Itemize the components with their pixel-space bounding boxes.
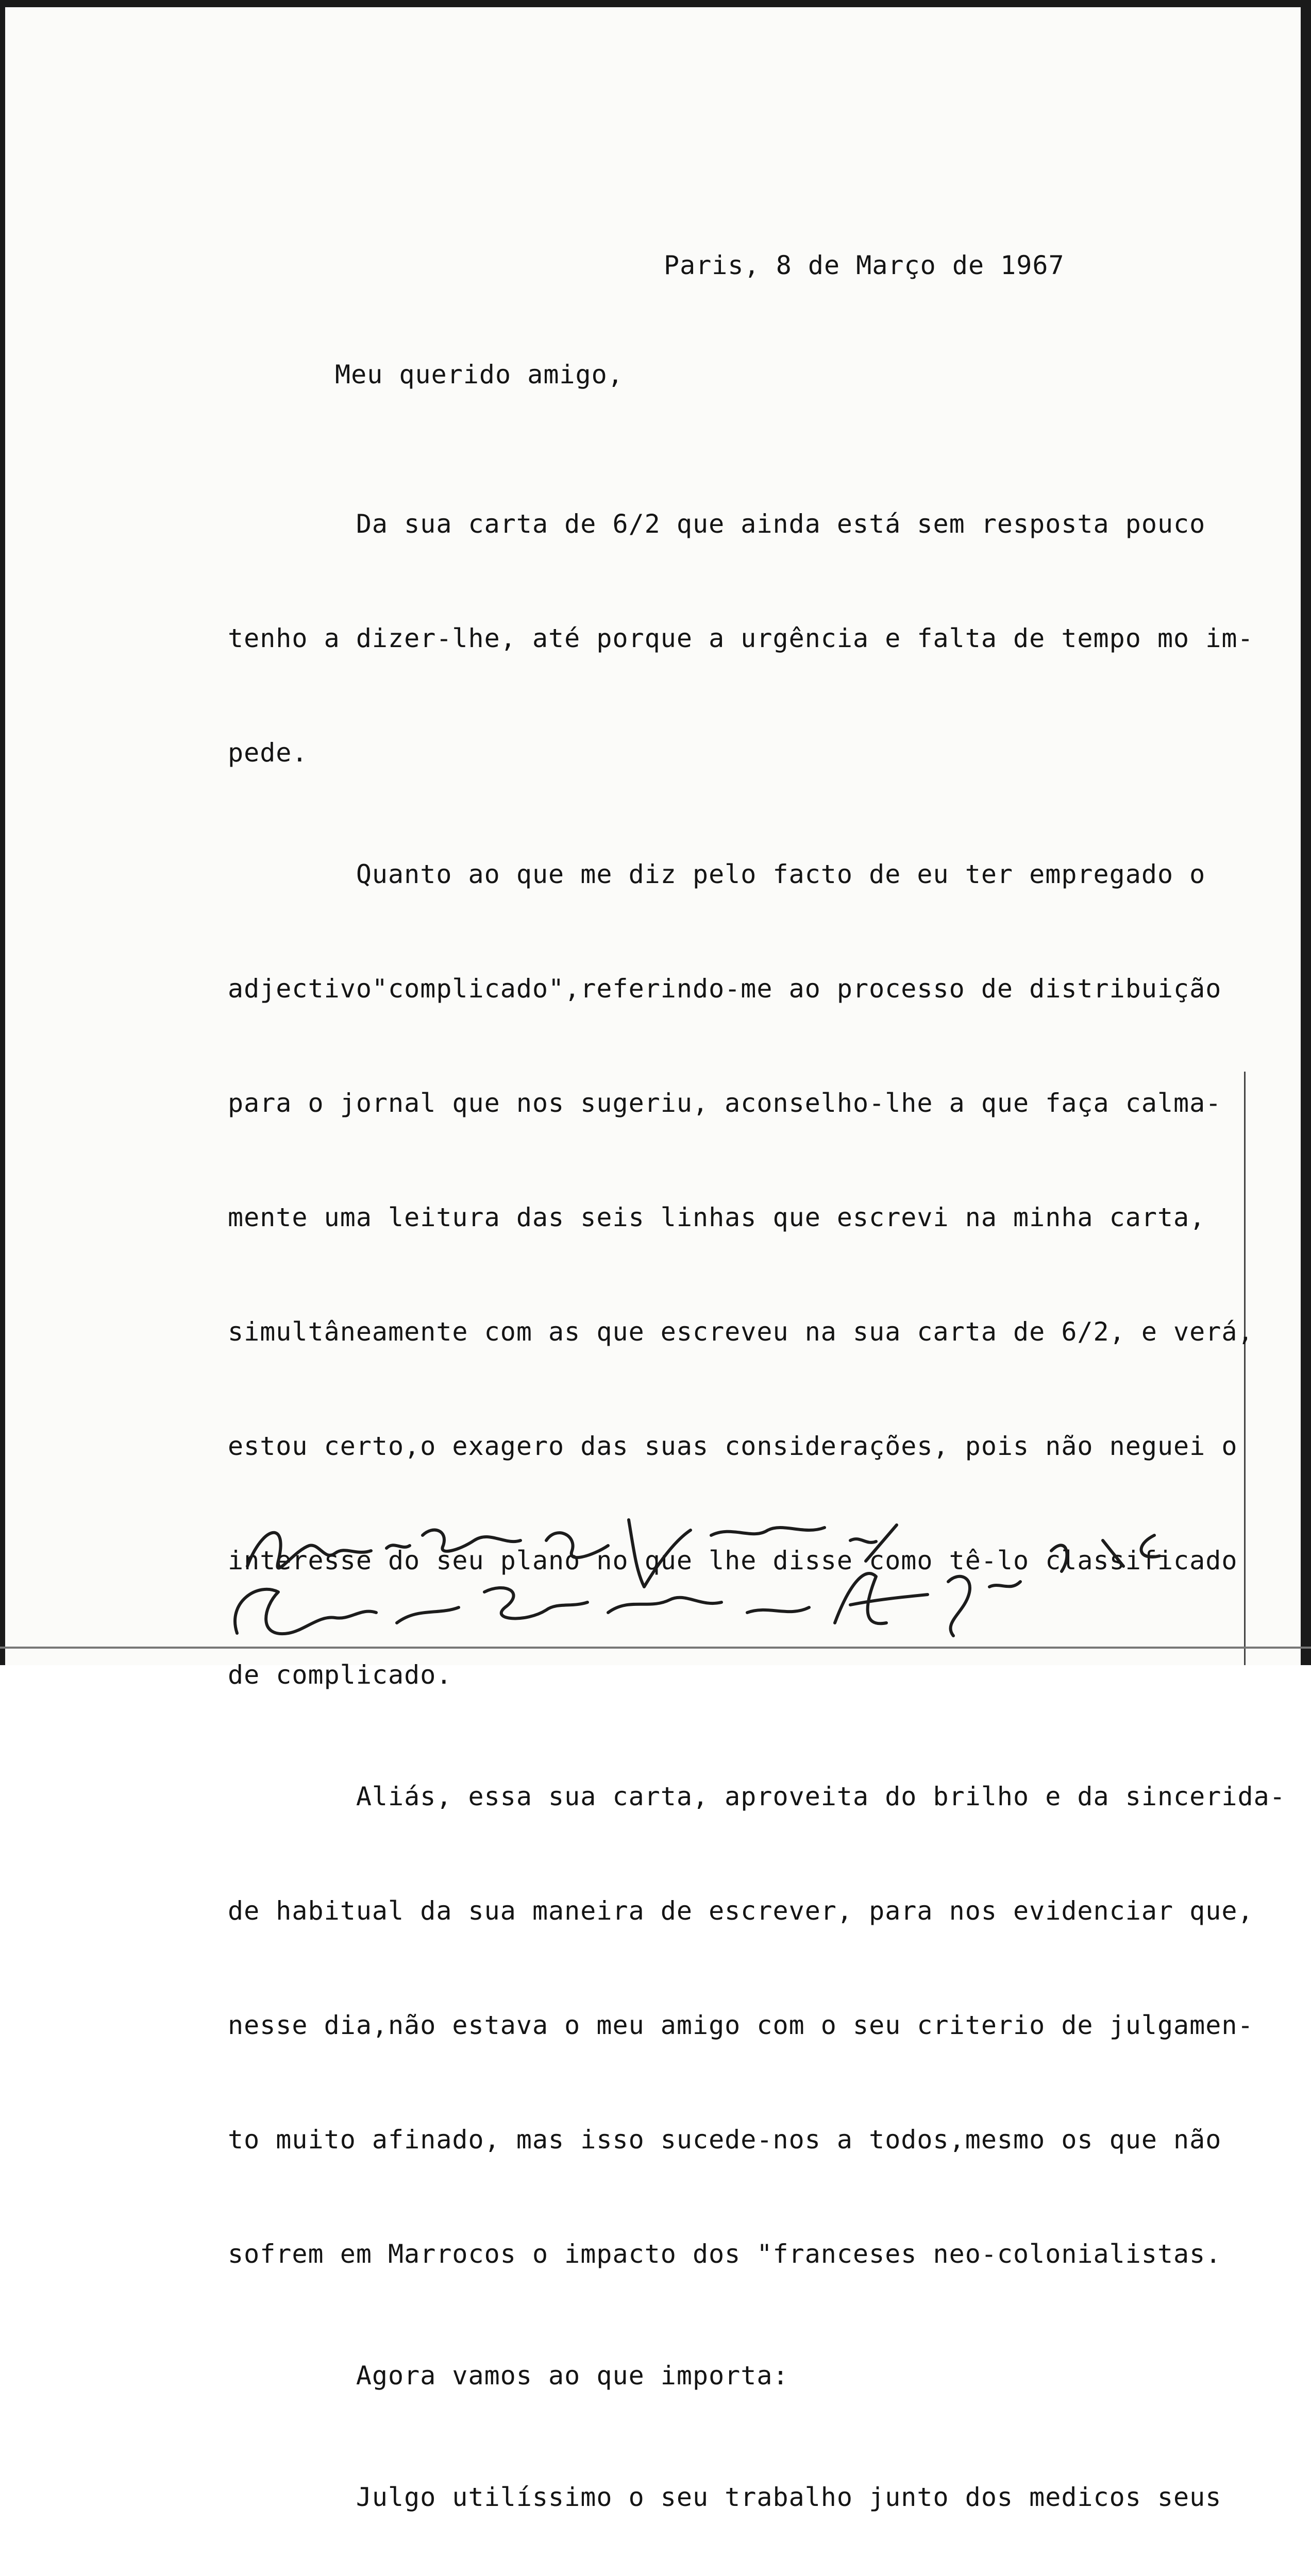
letter-date: Paris, 8 de Março de 1967 [664,250,1065,280]
body-line: Aliás, essa sua carta, aproveita do brilho e da sincerida- [228,1782,1286,1811]
body-line: nesse dia,não estava o meu amigo com o seu criterio de julgamen- [228,2010,1254,2040]
body-line: simultâneamente com as que escreveu na sua carta de 6/2, e verá, [228,1317,1254,1347]
body-line: estou certo,o exagero das suas considerações, pois não neguei o [228,1431,1238,1461]
body-line: mente uma leitura das seis linhas que escrevi na minha carta, [228,1202,1206,1232]
body-line: to muito afinado, mas isso sucede-nos a todos,mesmo os que não [228,2125,1222,2155]
body-line: adjectivo"complicado",referindo-me ao processo de distribuição [228,974,1222,1004]
scan-border-left [0,0,5,1665]
scan-border-right [1301,0,1311,1665]
body-line: pede. [228,738,308,768]
handwritten-signature [216,1504,1237,1649]
body-line: Da sua carta de 6/2 que ainda está sem resposta pouco [228,509,1206,539]
letter-body [228,429,1286,2576]
body-line: de complicado. [228,1660,452,1690]
body-line: Agora vamos ao que importa: [228,2361,789,2391]
body-line: sofrem em Marrocos o impacto dos "franceses neo-colonialistas. [228,2239,1222,2269]
body-line: tenho a dizer-lhe, até porque a urgência e falta de tempo mo im- [228,623,1254,653]
body-line: interesse do seu plano no que lhe disse como tê-lo classificado [228,1546,1238,1575]
body-line: de habitual da sua maneira de escrever, para nos evidenciar que, [228,1896,1254,1926]
body-line: Julgo utilíssimo o seu trabalho junto dos medicos seus [228,2482,1222,2512]
letter-salutation: Meu querido amigo, [335,360,624,389]
body-line: Quanto ao que me diz pelo facto de eu ter empregado o [228,859,1206,889]
body-line: para o jornal que nos sugeriu, aconselho-lhe a que faça calma- [228,1088,1222,1118]
scan-border-top [0,0,1311,7]
